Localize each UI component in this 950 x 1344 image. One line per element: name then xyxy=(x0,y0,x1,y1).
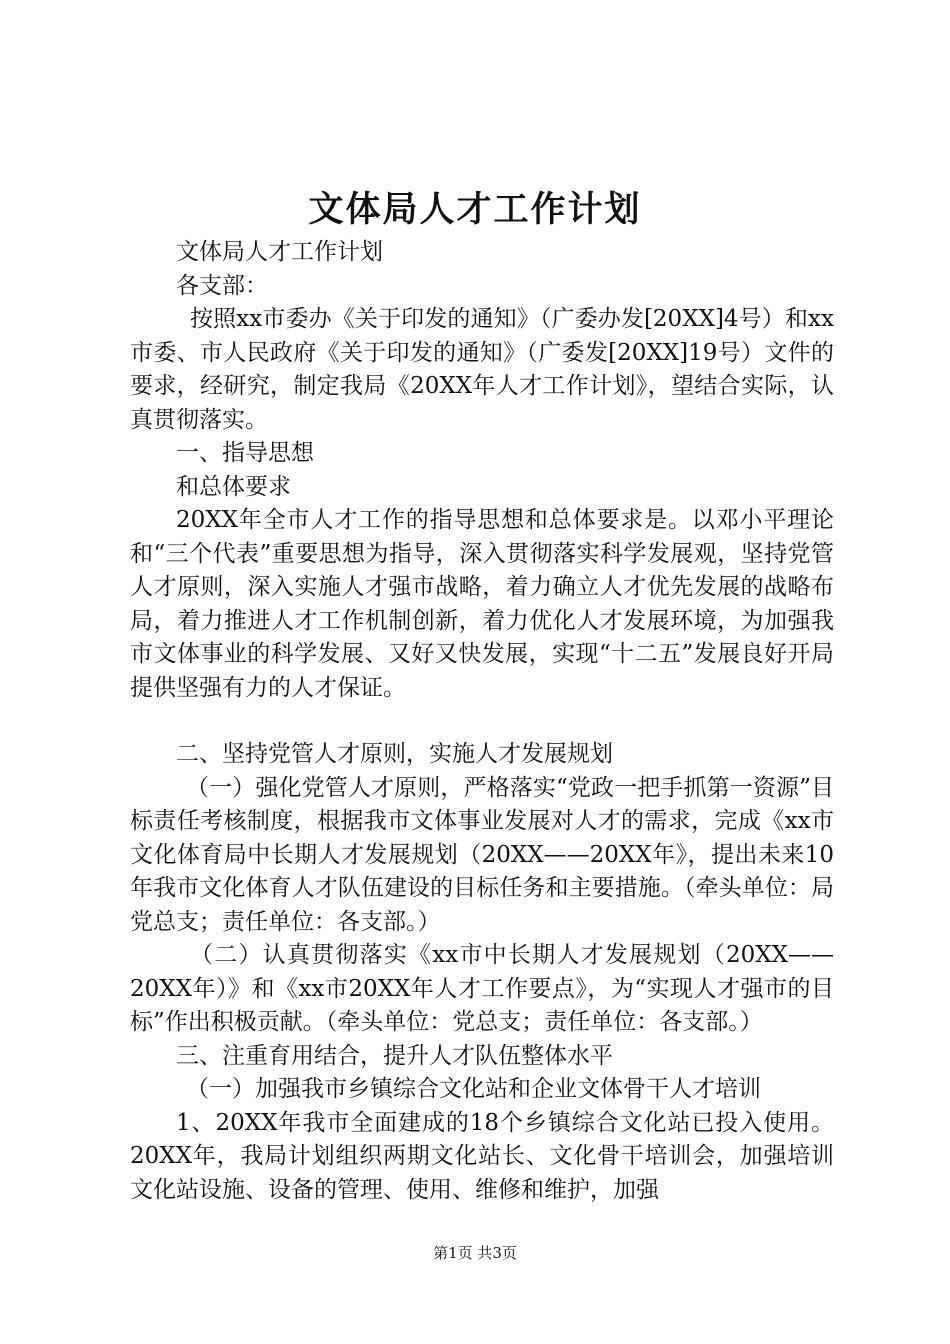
section-heading-2: 二、坚持党管人才原则，实施人才发展规划 xyxy=(176,741,613,767)
salutation: 各支部： xyxy=(176,272,268,299)
paragraph-2-2: （二）认真贯彻落实《xx市中长期人才发展规划（20XX——20XX年）》和《xx市20XX年人才工作要点》，为“实现人才强市的目标”作出积极贡献。（牵头单位：党总支；责任单位：各支部。） xyxy=(130,942,834,1035)
document-body xyxy=(130,236,834,1207)
document-title: 文体局人才工作计划 xyxy=(308,189,642,230)
paragraph-intro: 按照xx市委办《关于印发的通知》（广委办发[20XX]4号）和xx市委、市人民政府《关于印发的通知》（广委发[20XX]19号）文件的要求，经研究，制定我局《20XX年人才工作计划》，望结合实际，认真贯彻落实。 xyxy=(130,306,834,433)
paragraph-2-1: （一）强化党管人才原则，严格落实“党政一把手抓第一资源”目标责任考核制度，根据我市文体事业发展对人才的需求，完成《xx市文化体育局中长期人才发展规划（20XX——20XX年》，提出未来10年我市文化体育人才队伍建设的目标任务和主要措施。（牵头单位：局党总支；责任单位：各支部。） xyxy=(130,774,834,935)
section-heading-3: 三、注重育用结合，提升人才队伍整体水平 xyxy=(176,1042,613,1069)
paragraph-3-1-1: 1、20XX年我市全面建成的18个乡镇综合文化站已投入使用。20XX年，我局计划组织两期文化站长、文化骨干培训会，加强培训文化站设施、设备的管理、使用、维修和维护，加强 xyxy=(130,1109,834,1203)
blank-line xyxy=(130,705,834,738)
section-heading-1-cont: 和总体要求 xyxy=(176,473,291,500)
paragraph-guiding: 20XX年全市人才工作的指导思想和总体要求是。以邓小平理论和“三个代表”重要思想为指导，深入贯彻落实科学发展观，坚持党管人才原则，深入实施人才强市战略，着力确立人才优先发展的战略布局，着力推进人才工作机制创新，着力优化人才发展环境，为加强我市文体事业的科学发展、又好又快发展，实现“十二五”发展良好开局提供坚强有力的人才保证。 xyxy=(130,507,834,701)
subheading-3-1: （一）加强我市乡镇综合文化站和企业文体骨干人才培训 xyxy=(186,1076,761,1102)
section-heading-1: 一、指导思想 xyxy=(176,440,314,466)
subtitle-line: 文体局人才工作计划 xyxy=(176,239,383,265)
page-number: 第1页 共3页 xyxy=(433,1244,517,1262)
